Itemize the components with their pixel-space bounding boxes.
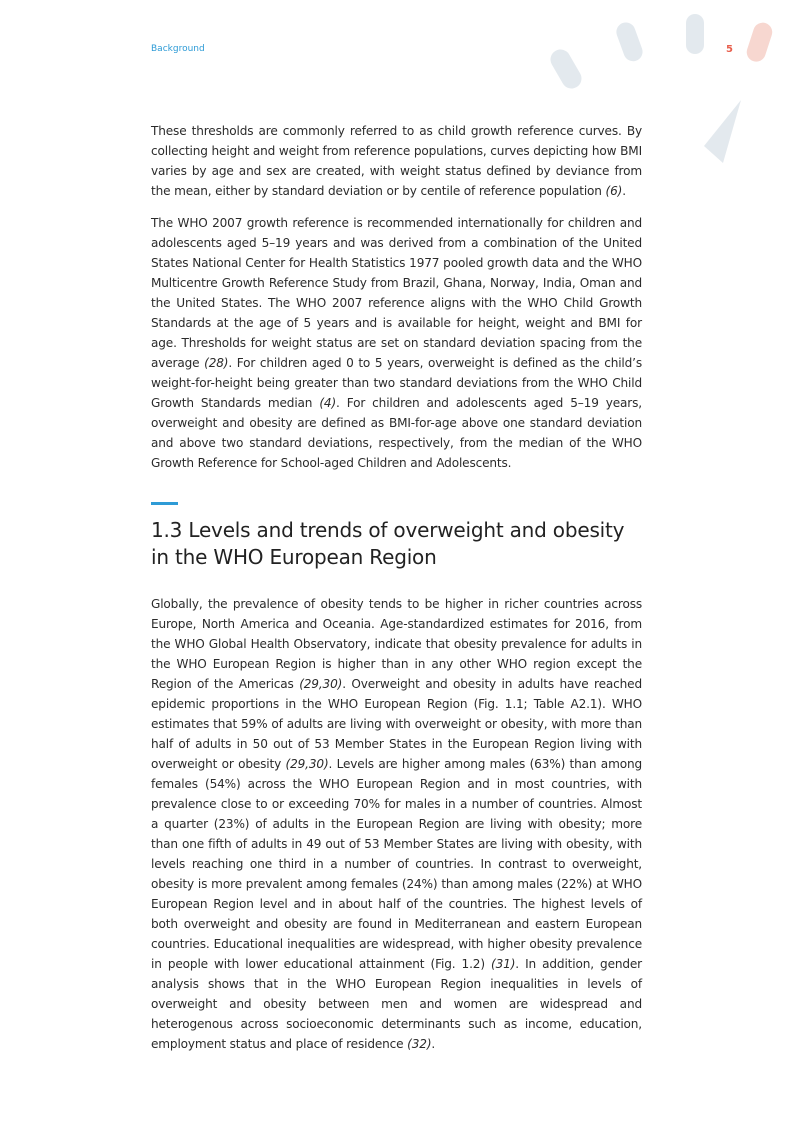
paragraph-text: . For children aged 0 to 5 years, overweight is defined as the child’s weight-for-height being greater than two standard deviations from the WHO Child Growth Standards median [151, 356, 643, 410]
section-heading: 1.3 Levels and trends of overweight and obesity in the WHO European Region [151, 518, 625, 569]
citation: (28) [204, 356, 229, 370]
citation: (29,30) [299, 677, 343, 691]
citation: (32) [407, 1037, 432, 1051]
citation: (31) [491, 957, 516, 971]
decor-pill-4 [744, 20, 774, 64]
decor-pill-1 [547, 46, 585, 92]
paragraph [151, 594, 642, 1054]
decor-triangle [704, 100, 741, 163]
decor-pill-2 [614, 20, 646, 64]
citation: (29,30) [285, 757, 329, 771]
paragraph-text: . [431, 1037, 436, 1051]
paragraph-text: . Overweight and obesity in adults have reached epidemic proportions in the WHO European Region (Fig. 1.1; Table A2.1). WHO estimates that 59% of adults are living with overweight or obesity, with more than half of adults in 50 out of 53 Member States in the European Region living with overweight or obesity [151, 677, 642, 771]
decor-pill-3 [686, 14, 704, 54]
section-accent-bar [151, 502, 178, 505]
paragraph-text: . Levels are higher among males (63%) than among females (54%) across the WHO European Region and in most countries, with prevalence close to or exceeding 70% for males in a number of countries. Almost a quarter (23%) of adults in the European Region are living with obesity; more than one fifth of adults in 49 out of 53 Member States are living with obesity, with levels reaching one third in a number of countries. In contrast to overweight, obesity is more prevalent among females (24%) than among males (22%) at WHO European Region level and in about half of the countries. The highest levels of both overweight and obesity are found in Mediterranean and eastern European countries. Educational inequalities are widespread, with higher obesity prevalence in people with lower educational attainment (Fig. 1.2) [151, 757, 642, 971]
paragraph-text: . [622, 184, 626, 198]
running-header: Background [151, 44, 205, 54]
paragraph-text: . In addition, gender analysis shows that in the WHO European Region inequalities in levels of overweight and obesity between men and women are widespread and heterogenous across socioeconomic determinants such as income, education, employment status and place of residence [151, 957, 643, 1051]
paragraph-text: The WHO 2007 growth reference is recommended internationally for children and adolescents aged 5–19 years and was derived from a combination of the United States National Center for Health Statistics 1977 pooled growth data and the WHO Multicentre Growth Reference Study from Brazil, Ghana, Norway, India, Oman and the United States. The WHO 2007 reference aligns with the WHO Child Growth Standards at the age of 5 years and is available for height, weight and BMI for age. Thresholds for weight status are set on standard deviation spacing from the average [151, 216, 642, 370]
intro-paragraphs [151, 121, 642, 473]
main-content [151, 121, 642, 1066]
paragraph [151, 213, 642, 473]
paragraph-text: These thresholds are commonly referred to as child growth reference curves. By collecting height and weight from reference populations, curves depicting how BMI varies by age and sex are created, with weight status defined by deviance from the mean, either by standard deviation or by centile of reference population [151, 124, 642, 198]
paragraph [151, 121, 642, 201]
citation: (4) [319, 396, 337, 410]
section-paragraphs [151, 594, 642, 1054]
page-number: 5 [726, 44, 733, 55]
paragraph-text: Globally, the prevalence of obesity tends to be higher in richer countries across Europe, North America and Oceania. Age-standardized estimates for 2016, from the WHO Global Health Observatory, indicate that obesity prevalence for adults in the WHO European Region is higher than in any other WHO region except the Region of the Americas [151, 597, 642, 691]
paragraph-text: . For children and adolescents aged 5–19 years, overweight and obesity are defined as BMI-for-age above one standard deviation and above two standard deviations, respectively, from the median of the WHO Growth Reference for School-aged Children and Adolescents. [151, 396, 642, 470]
citation: (6) [605, 184, 623, 198]
